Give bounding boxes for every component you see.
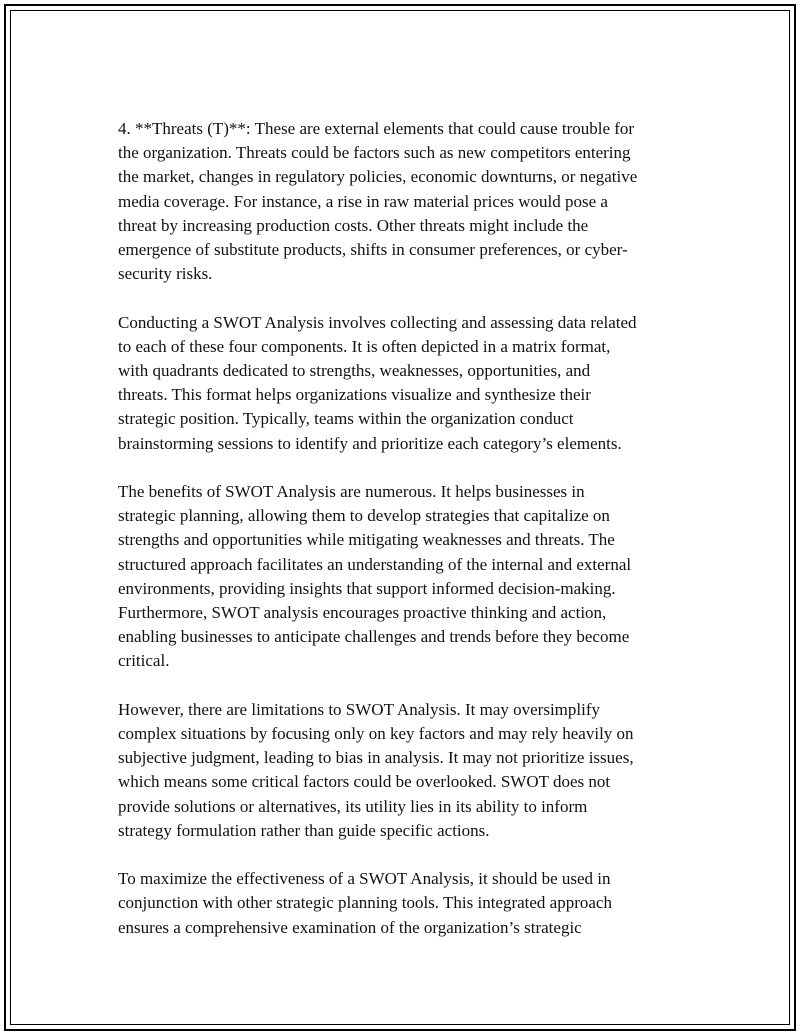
- text-line: To maximize the effectiveness of a SWOT Analysis, it should be used in: [118, 869, 611, 889]
- text-line: threat by increasing production costs. Other threats might include the: [118, 215, 589, 235]
- text-line: to each of these four components. It is often depicted in a matrix format,: [118, 336, 611, 356]
- paragraph-limitations: [118, 698, 690, 843]
- text-line: The benefits of SWOT Analysis are numerous. It helps businesses in: [118, 482, 585, 502]
- text-line: emergence of substitute products, shifts in consumer preferences, or cyber-: [118, 240, 628, 260]
- text-line: media coverage. For instance, a rise in raw material prices would pose a: [118, 191, 608, 211]
- text-line: 4. **Threats (T)**: These are external elements that could cause trouble for: [118, 119, 635, 138]
- text-line: structured approach facilitates an understanding of the internal and external: [118, 554, 632, 574]
- text-line: enabling businesses to anticipate challenges and trends before they become: [118, 627, 630, 647]
- text-line: threats. This format helps organizations visualize and synthesize their: [118, 385, 591, 405]
- text-line: However, there are limitations to SWOT Analysis. It may oversimplify: [118, 699, 600, 719]
- text-line: complex situations by focusing only on key factors and may rely heavily on: [118, 724, 634, 744]
- text-line: which means some critical factors could be overlooked. SWOT does not: [118, 772, 611, 792]
- text-line: subjective judgment, leading to bias in analysis. It may not prioritize issues,: [118, 748, 634, 768]
- text-line: with quadrants dedicated to strengths, weaknesses, opportunities, and: [118, 361, 591, 381]
- text-line: the organization. Threats could be factors such as new competitors entering: [118, 143, 631, 163]
- paragraph-maximize: [118, 867, 690, 940]
- text-line: Conducting a SWOT Analysis involves collecting and assessing data related: [118, 312, 637, 332]
- paragraph-threats: [118, 117, 690, 286]
- text-line: provide solutions or alternatives, its utility lies in its ability to inform: [118, 796, 588, 816]
- text-line: the market, changes in regulatory policies, economic downturns, or negative: [118, 167, 638, 187]
- paragraph-benefits: [118, 480, 690, 674]
- document-body: [118, 117, 690, 964]
- text-line: strategy formulation rather than guide specific actions.: [118, 820, 490, 840]
- text-line: critical.: [118, 651, 170, 671]
- text-line: brainstorming sessions to identify and prioritize each category’s elements.: [118, 433, 622, 453]
- paragraph-conducting: [118, 311, 690, 456]
- text-line: Furthermore, SWOT analysis encourages proactive thinking and action,: [118, 603, 607, 623]
- text-line: environments, providing insights that support informed decision-making.: [118, 578, 616, 598]
- text-line: security risks.: [118, 264, 213, 284]
- text-line: strategic planning, allowing them to develop strategies that capitalize on: [118, 506, 610, 526]
- text-line: conjunction with other strategic planning tools. This integrated approach: [118, 893, 612, 913]
- text-line: strengths and opportunities while mitigating weaknesses and threats. The: [118, 530, 615, 550]
- text-line: ensures a comprehensive examination of the organization’s strategic: [118, 917, 582, 937]
- text-line: strategic position. Typically, teams within the organization conduct: [118, 409, 574, 429]
